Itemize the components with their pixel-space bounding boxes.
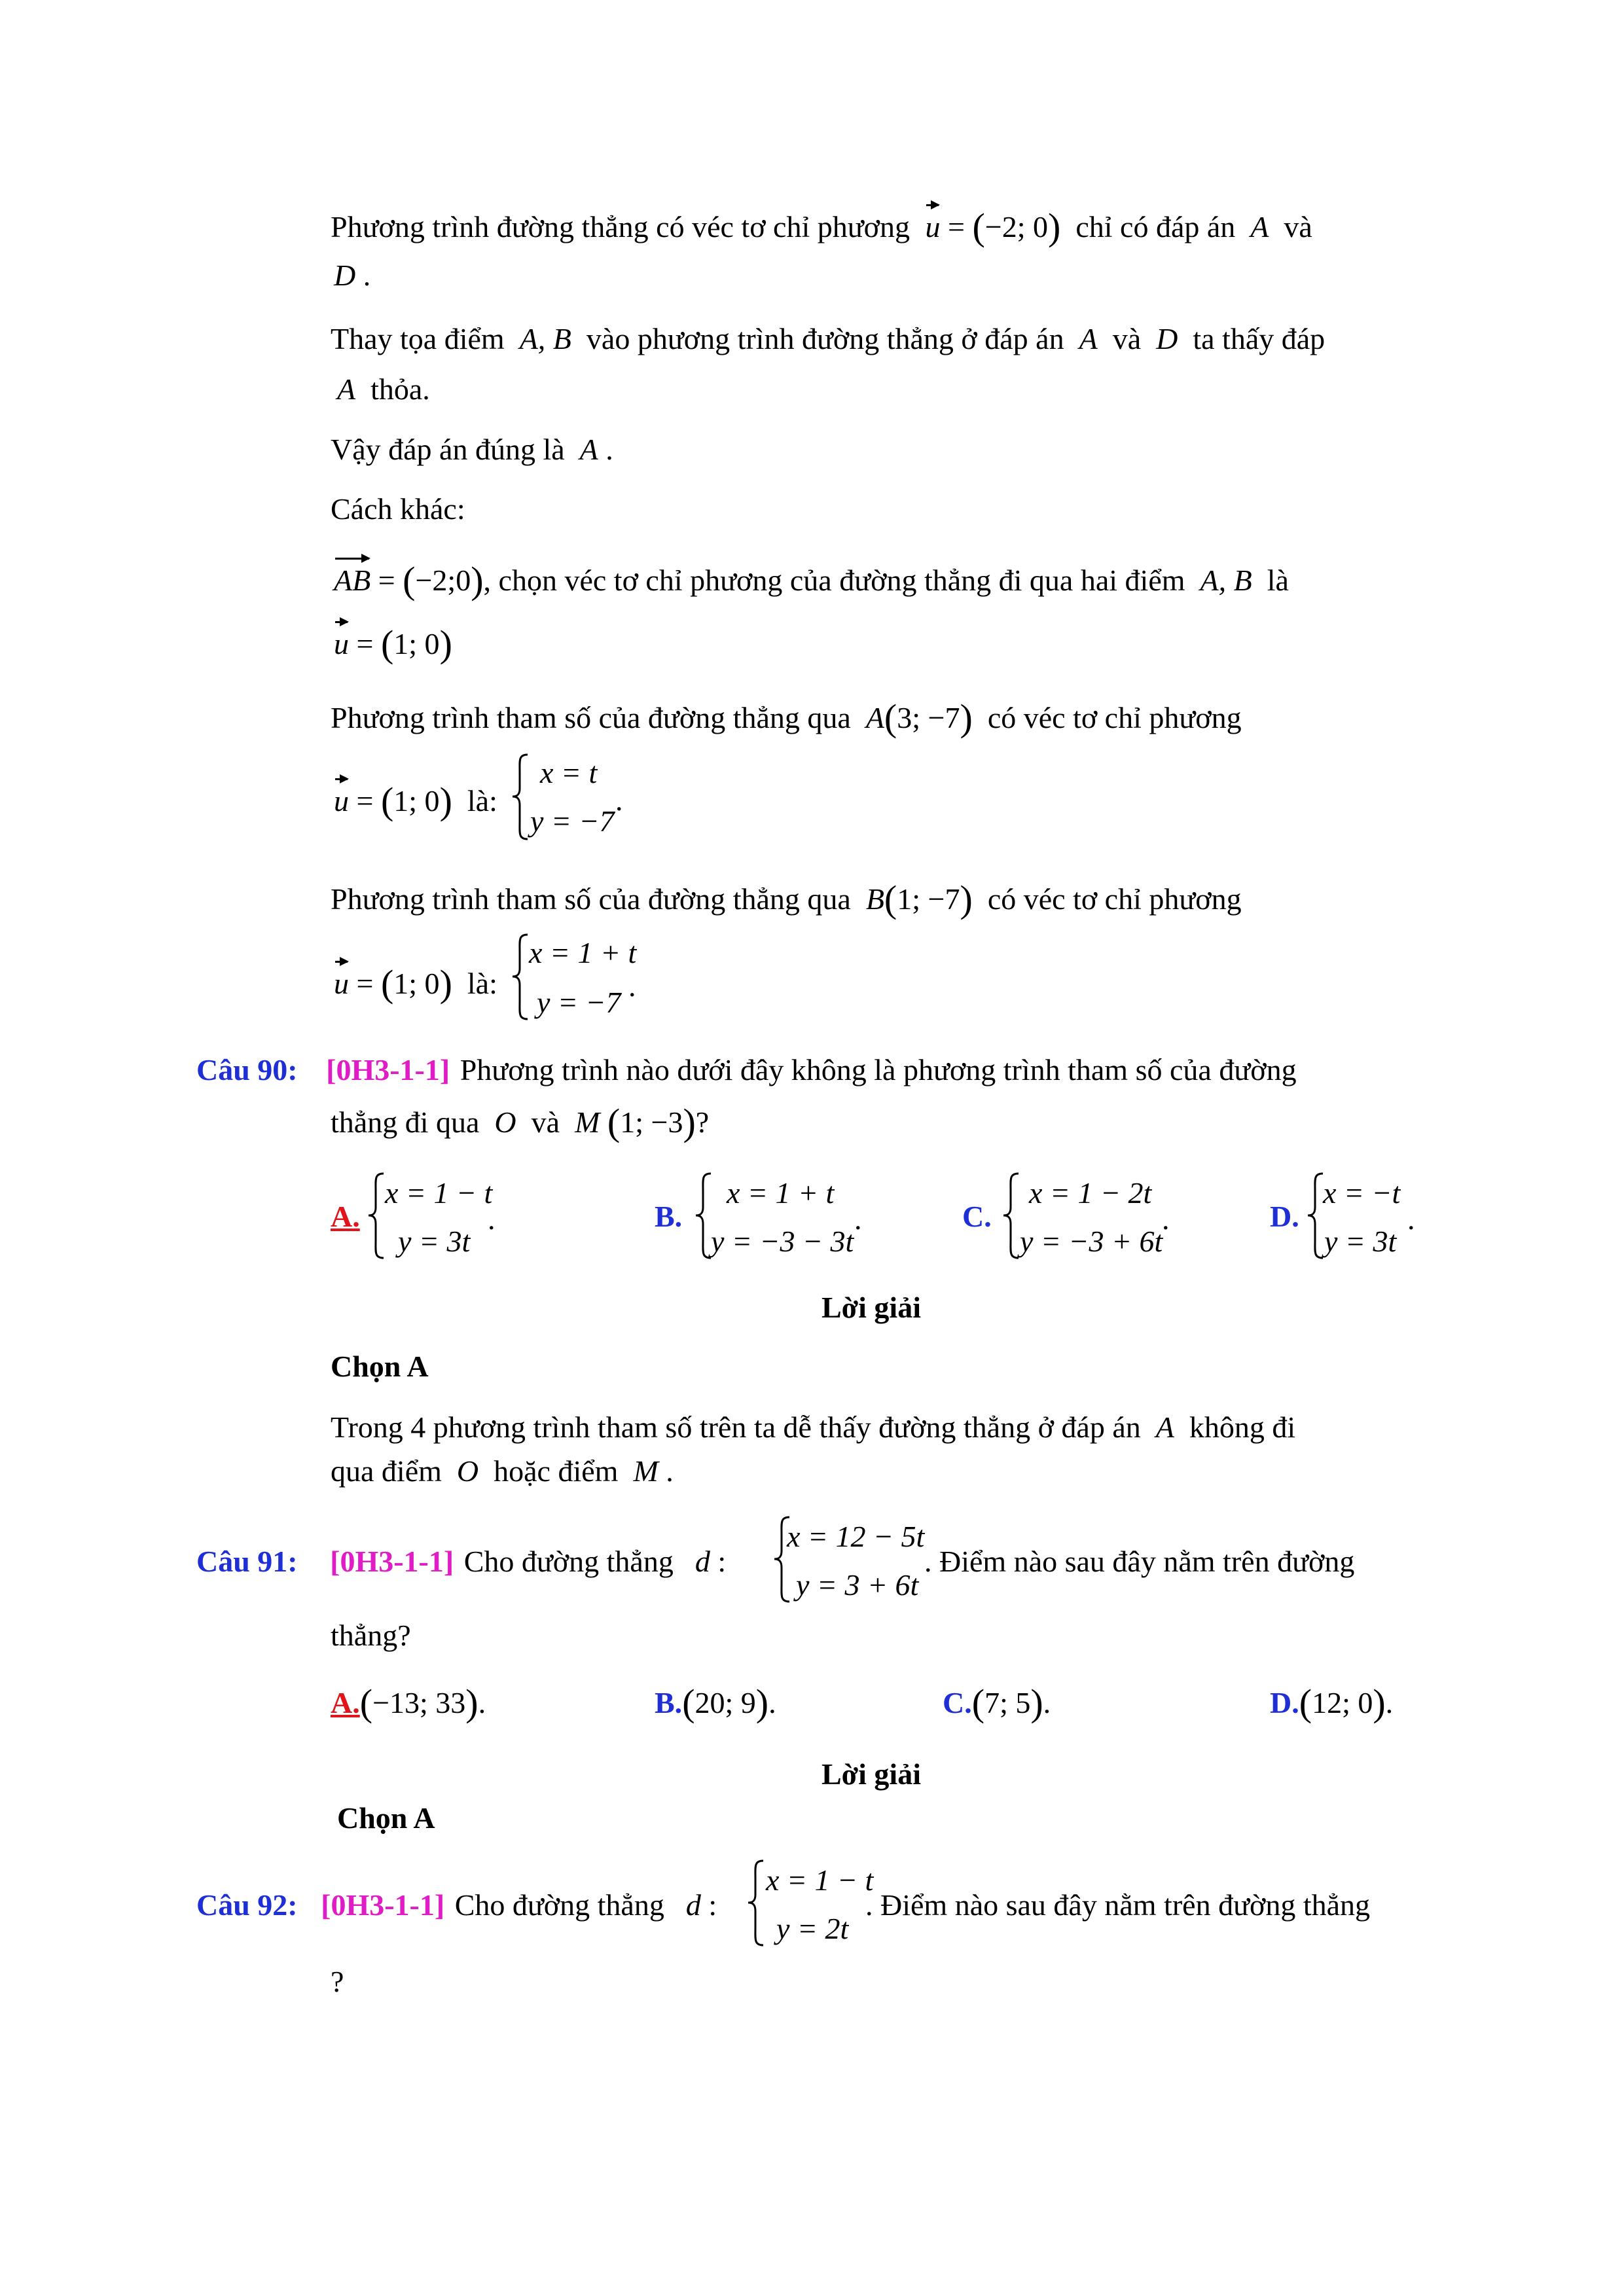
text: −2;0 xyxy=(415,564,471,597)
brace-icon xyxy=(746,1859,766,1947)
punct: . xyxy=(488,1202,496,1236)
question-tag: [0H3-1-1] xyxy=(321,1888,445,1922)
text-line: . xyxy=(615,783,623,817)
vector-u xyxy=(334,969,349,999)
text-line: Phương trình tham số của đường thẳng qua A(3; −7) có véc tơ chỉ phương xyxy=(331,696,1242,739)
option-b-system[interactable] xyxy=(694,1172,877,1263)
text-line: . Điểm nào sau đây nằm trên đường thẳng xyxy=(865,1888,1371,1922)
text: chỉ có đáp án xyxy=(1075,210,1236,243)
text: A, B xyxy=(519,322,571,355)
equation-line: y = −3 − 3t xyxy=(711,1225,854,1258)
option-d-letter[interactable]: D. xyxy=(1270,1200,1299,1233)
option-c-system[interactable] xyxy=(1001,1172,1185,1263)
option-b[interactable]: B.(20; 9). xyxy=(655,1681,776,1724)
text-line: u = (1; 0) là: xyxy=(334,962,497,1005)
vector-u xyxy=(925,212,940,242)
text-line: Phương trình đường thẳng có véc tơ chỉ phương u = (−2; 0) chỉ có đáp án A và xyxy=(331,206,1312,248)
equation-line: x = 1 + t xyxy=(529,936,637,969)
vector-arrow xyxy=(335,778,348,780)
option-letter[interactable]: D. xyxy=(1270,1686,1299,1719)
brace-icon xyxy=(511,933,530,1021)
question-tag: [0H3-1-1] xyxy=(326,1053,450,1086)
text-line: thẳng đi qua O và M (1; −3)? xyxy=(331,1101,710,1143)
equation-line: x = 1 − 2t xyxy=(1029,1176,1152,1210)
brace-icon xyxy=(511,753,530,841)
equation-line: x = −t xyxy=(1323,1176,1401,1210)
text: A xyxy=(1250,210,1269,243)
equation-line: y = 3t xyxy=(398,1225,471,1258)
text: , chọn véc tơ chỉ phương của đường thẳng đi qua hai điểm xyxy=(483,564,1185,597)
text: là xyxy=(1267,564,1289,597)
equation-line: y = −3 + 6t xyxy=(1020,1225,1163,1258)
vector-arrow xyxy=(335,621,348,623)
text: 1; −3 xyxy=(620,1105,683,1139)
text: M xyxy=(575,1105,600,1139)
text: −2; 0 xyxy=(984,210,1048,243)
text: A xyxy=(1079,322,1098,355)
text: 1; 0 xyxy=(393,784,440,817)
text: 1; 0 xyxy=(393,967,440,1000)
text-line: u = (1; 0) xyxy=(334,622,452,665)
text: u xyxy=(334,967,349,1000)
text: d xyxy=(695,1545,710,1578)
option-d[interactable]: D.(12; 0). xyxy=(1270,1681,1394,1724)
text-line: u = (1; 0) là: xyxy=(334,780,497,822)
option-a-letter[interactable]: A. xyxy=(331,1200,360,1233)
solution-title: Lời giải xyxy=(821,1757,921,1791)
vector-arrow xyxy=(926,204,939,206)
question-92-header: Câu 92: [0H3-1-1] Cho đường thẳng d : xyxy=(196,1888,717,1922)
option-a[interactable]: A.(−13; 33). xyxy=(331,1681,486,1724)
question-91-header: Câu 91: [0H3-1-1] Cho đường thẳng d : xyxy=(196,1545,727,1578)
text: Phương trình nào dưới đây không là phương trình tham số của đường xyxy=(460,1053,1297,1086)
option-letter[interactable]: A. xyxy=(331,1686,360,1719)
option-c[interactable]: C.(7; 5). xyxy=(943,1681,1051,1724)
question-tag: [0H3-1-1] xyxy=(330,1545,454,1578)
brace-icon xyxy=(367,1172,386,1260)
equation-line: x = 1 + t xyxy=(727,1176,835,1210)
text-line xyxy=(331,324,1325,354)
equation-line: y = 3t xyxy=(1324,1225,1397,1258)
text: A xyxy=(865,701,884,734)
text: và xyxy=(531,1105,560,1139)
text: và xyxy=(1112,322,1142,355)
text: có véc tơ chỉ phương xyxy=(987,882,1242,916)
answer-choice: Chọn A xyxy=(331,1350,429,1383)
text: Cách khác: xyxy=(331,492,465,526)
text: vào phương trình đường thẳng ở đáp án xyxy=(586,322,1064,355)
question-90-header xyxy=(196,1055,1297,1085)
text: và xyxy=(1284,210,1312,243)
text: ta thấy đáp xyxy=(1193,322,1326,355)
text-line: . xyxy=(628,969,636,1003)
text: 3; −7 xyxy=(897,701,960,734)
text-line: D . xyxy=(334,259,371,292)
punct: . xyxy=(854,1202,862,1236)
text-line: thẳng? xyxy=(331,1619,411,1652)
punct: . xyxy=(1407,1202,1415,1236)
text: D xyxy=(1156,322,1178,355)
text: 1; 0 xyxy=(393,627,440,660)
text: D xyxy=(334,259,356,292)
text: có véc tơ chỉ phương xyxy=(987,701,1242,734)
text: là: xyxy=(467,784,497,817)
text-line: . Điểm nào sau đây nằm trên đường xyxy=(924,1545,1355,1578)
text: u xyxy=(925,210,941,243)
text-line: qua điểm O hoặc điểm M . xyxy=(331,1454,674,1488)
equation-line: x = 12 − 5t xyxy=(787,1520,925,1553)
text: 12; 0 xyxy=(1312,1686,1373,1719)
text: Phương trình đường thẳng có véc tơ chỉ phương xyxy=(331,210,910,243)
text: d xyxy=(685,1888,701,1922)
question-label: Câu 91: xyxy=(196,1545,298,1578)
text: u xyxy=(334,627,349,660)
text: 1; −7 xyxy=(897,882,960,916)
text: Thay tọa điểm xyxy=(331,322,505,355)
text: Cho đường thẳng xyxy=(454,1888,664,1922)
equation-system xyxy=(772,1515,943,1607)
vector-AB xyxy=(334,565,370,596)
equation-line: y = −7 xyxy=(530,804,615,838)
text-line: Phương trình tham số của đường thẳng qua B(1; −7) có véc tơ chỉ phương xyxy=(331,878,1242,920)
equation-line: y = 3 + 6t xyxy=(796,1568,919,1602)
text: qua điểm xyxy=(331,1454,442,1488)
text: M xyxy=(633,1454,659,1488)
text: là: xyxy=(467,967,497,1000)
option-letter[interactable]: B. xyxy=(655,1686,683,1719)
text: A xyxy=(579,433,598,466)
text-line: ? xyxy=(331,1965,344,1998)
text-line: AB = (−2;0), chọn véc tơ chỉ phương của đường thẳng đi qua hai điểm A, B là xyxy=(334,559,1289,601)
text-line: Vậy đáp án đúng là A . xyxy=(331,433,613,466)
text: 20; 9 xyxy=(695,1686,756,1719)
text: u xyxy=(334,784,349,817)
equation-line: y = −7 xyxy=(537,986,621,1019)
text: thẳng đi qua xyxy=(331,1105,480,1139)
text: −13; 33 xyxy=(372,1686,466,1719)
brace-icon xyxy=(1001,1172,1021,1260)
text: Phương trình tham số của đường thẳng qua xyxy=(331,701,851,734)
text: A xyxy=(1155,1410,1174,1444)
text: 7; 5 xyxy=(984,1686,1031,1719)
text: O xyxy=(456,1454,479,1488)
text: hoặc điểm xyxy=(494,1454,619,1488)
text: AB xyxy=(334,564,371,597)
answer-choice: Chọn A xyxy=(337,1801,435,1835)
option-c-letter[interactable]: C. xyxy=(962,1200,992,1233)
option-letter[interactable]: C. xyxy=(943,1686,972,1719)
equation-line: x = 1 − t xyxy=(385,1176,493,1210)
equation-system xyxy=(511,933,641,1018)
text: O xyxy=(494,1105,516,1139)
solution-title: Lời giải xyxy=(821,1291,921,1324)
text: Cho đường thẳng xyxy=(463,1545,674,1578)
option-b-letter[interactable]: B. xyxy=(655,1200,683,1233)
equation-line: x = 1 − t xyxy=(766,1863,874,1897)
text: A, B xyxy=(1200,564,1252,597)
text-line xyxy=(331,494,465,524)
text: Phương trình tham số của đường thẳng qua xyxy=(331,882,851,916)
punct: . xyxy=(1162,1202,1170,1236)
option-a-system[interactable] xyxy=(367,1172,524,1263)
equation-line: y = 2t xyxy=(776,1912,849,1945)
option-d-system[interactable] xyxy=(1306,1172,1437,1263)
equation-line: x = t xyxy=(540,756,598,789)
text: A xyxy=(337,372,356,406)
vector-u xyxy=(334,629,349,659)
text: B xyxy=(865,882,884,916)
question-label: Câu 90: xyxy=(196,1053,298,1086)
text: Vậy đáp án đúng là xyxy=(331,433,565,466)
text-line xyxy=(337,374,430,404)
vector-arrow xyxy=(335,558,369,560)
vector-arrow xyxy=(335,961,348,963)
text: không đi xyxy=(1189,1410,1296,1444)
text: Trong 4 phương trình tham số trên ta dễ thấy đường thẳng ở đáp án xyxy=(331,1410,1141,1444)
text: thỏa. xyxy=(370,372,430,406)
question-label: Câu 92: xyxy=(196,1888,298,1922)
text-line xyxy=(331,1412,1295,1443)
vector-u xyxy=(334,786,349,816)
